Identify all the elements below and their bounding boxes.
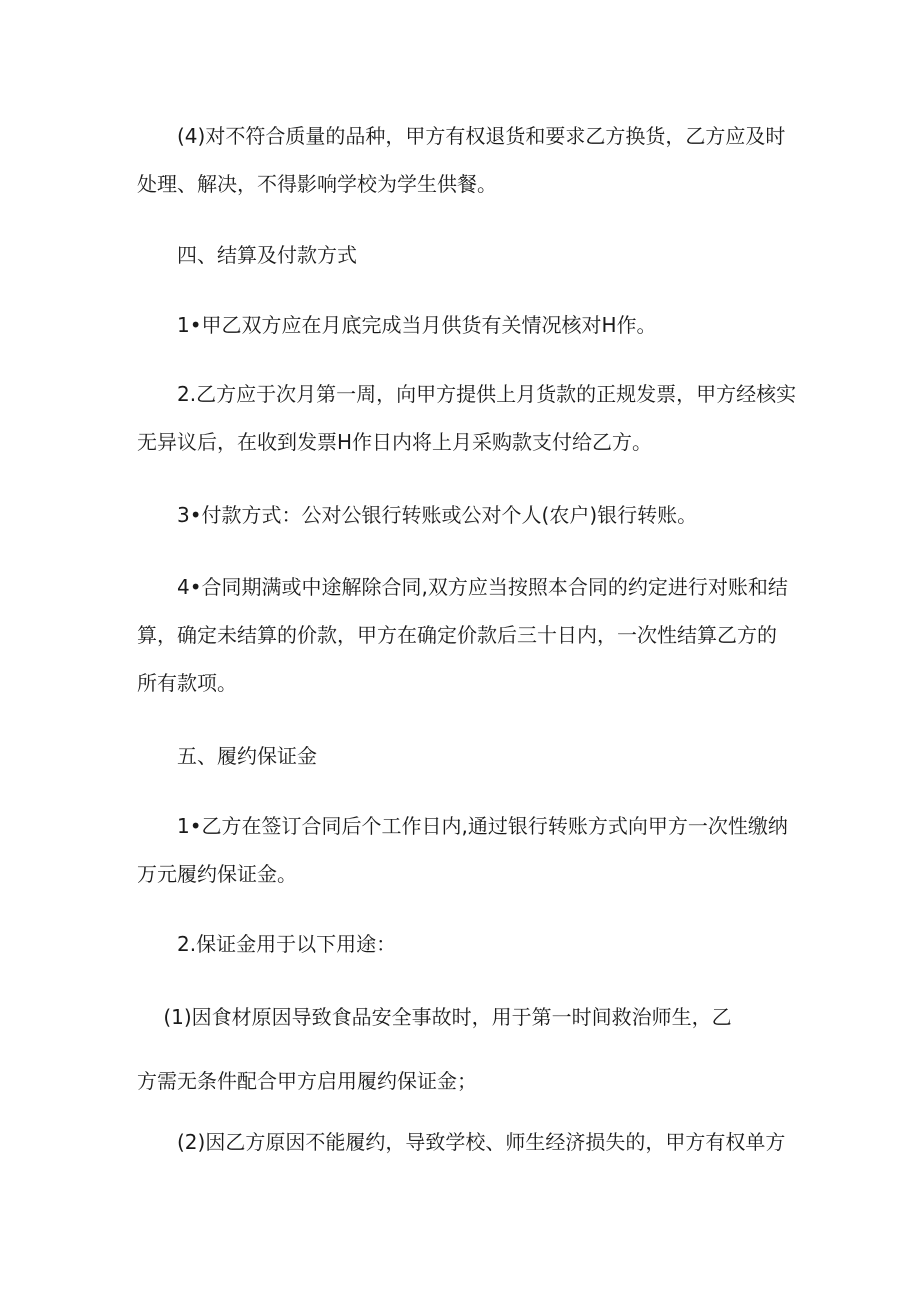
text-line: 方需无条件配合甲方启用履约保证金； (137, 1069, 477, 1093)
text-line: 4•合同期满或中途解除合同,双方应当按照本合同的约定进行对账和结 (137, 575, 788, 599)
text-line: 五、履约保证金 (137, 744, 317, 768)
paragraph-breach (137, 1118, 797, 1166)
text-line: 2.乙方应于次月第一周，向甲方提供上月货款的正规发票，甲方经核实 (137, 382, 797, 406)
section-heading-settlement (137, 231, 797, 279)
paragraph-payment-method (137, 491, 797, 539)
text-line: 处理、解决，不得影响学校为学生供餐。 (137, 172, 497, 196)
text-line: (2)因乙方原因不能履约，导致学校、师生经济损失的，甲方有权单方 (137, 1130, 786, 1154)
text-line: 算，确定未结算的价款，甲方在确定价款后三十日内，一次性结算乙方的 (137, 623, 777, 647)
paragraph-quality-return (137, 112, 797, 208)
text-line: (1)因食材原因导致食品安全事故时，用于第一时间救治师生，乙 (137, 1005, 732, 1029)
text-line: 万元履约保证金。 (137, 862, 297, 886)
paragraph-contract-settlement (137, 563, 797, 707)
text-line: (4)对不符合质量的品种，甲方有权退货和要求乙方换货，乙方应及时 (137, 124, 786, 148)
paragraph-food-safety (137, 993, 797, 1105)
paragraph-deposit-payment (137, 802, 797, 898)
text-line: 无异议后，在收到发票H作日内将上月采购款支付给乙方。 (137, 430, 653, 454)
text-line: 1•甲乙双方应在月底完成当月供货有关情况核对H作。 (137, 313, 657, 337)
text-line: 1•乙方在签订合同后个工作日内,通过银行转账方式向甲方一次性缴纳 (137, 814, 788, 838)
text-line: 四、结算及付款方式 (137, 243, 357, 267)
text-line: 3•付款方式：公对公银行转账或公对个人(农户)银行转账。 (137, 503, 698, 527)
paragraph-invoice-payment (137, 370, 797, 466)
paragraph-deposit-uses (137, 920, 797, 968)
text-line: 2.保证金用于以下用途： (137, 932, 397, 956)
paragraph-monthly-check (137, 301, 797, 349)
text-line: 所有款项。 (137, 671, 237, 695)
section-heading-deposit (137, 732, 797, 780)
